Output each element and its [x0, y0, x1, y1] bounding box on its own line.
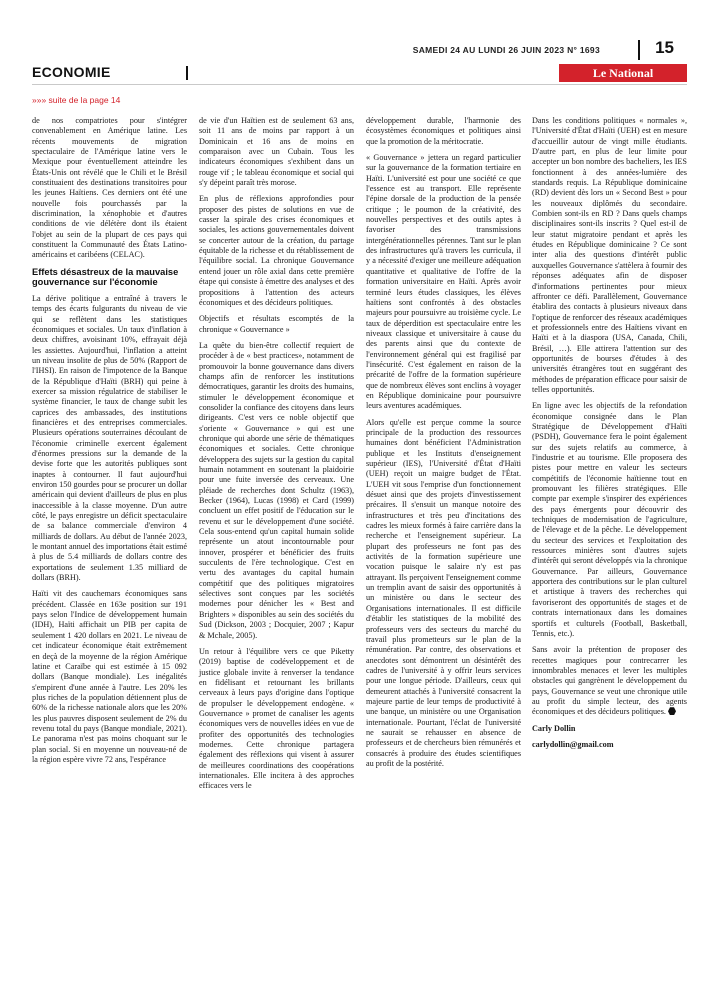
continuation-note: »»» suite de la page 14 [32, 95, 121, 105]
newspaper-logo: Le National [559, 64, 687, 82]
header-rule [32, 84, 687, 85]
closing-text: Sans avoir la prétention de proposer des recettes magiques pour contrecarrer les innombrables menaces et lever les multiples obstacles qui gangrènent le développement du pays, Gouvernance se veut une chronique utile au profit du simple lecteur, des agents économiques et des décideurs politiques. [532, 645, 687, 717]
paragraph: Alors qu'elle est perçue comme la source principale de la production des ressources humaines dont bénéficient l'Administration publique et les Instituts d'enseignement supérieur (IES), l'Université d'État d'Haïti (UEH) reçoit un maigre budget de l'État. L'UEH vit sous l'emprise d'un fonctionnement désuet ainsi que des projets d'investissement précaires. Il s'ensuit un manque notoire des infrastructures et très peu d'incitations des cadres les mieux formés à faire carrière dans la recherche et l'enseignement supérieur. La plupart des professeurs ne font pas des activités de la formation supérieure une vocation puisque le salaire n'y est pas attrayant. Ils perçoivent l'enseignement comme un tremplin avant de saisir des opportunités à un ministère ou dans le secteur des Organisations internationales. Il est difficile d'établir les statistiques de la mobilité des professeurs vers des secteurs du marché du travail plus prometteurs sur le plan de la rémunération. Par contre, des observations et anecdotes sont démontrent un désintérêt des cadres de l'université à y offrir leurs services pour une longue période. D'ailleurs, ceux qui demeurent attachés à l'université consacrent la majeure partie de leur temps de productivité à une banque, un ministère ou une Organisation internationale. Pourtant, l'éclat de l'université ne saurait se rehausser en absence de professeurs et de chercheurs bien rémunérés et consacrés à produire des études scientifiques au profit de la postérité. [366, 417, 521, 768]
paragraph: En ligne avec les objectifs de la refondation économique consignée dans le Plan Stratégique de Développement d'Haïti (PSDH), Gouvernance fera le point également sur des sujets relatifs au commerce, à l'industrie et au tourisme. Elle proposera des pistes pour mettre en valeur les secteurs compétitifs de l'économie haïtienne tout en promouvant les filières stratégiques. Elle compte par exemple s'inspirer des expériences des pays émergents pour découvrir des techniques de modernisation de l'agriculture, de l'élevage et de la pêche. Le développement du secteur des services et l'exploitation des ressources minières sont d'autres sujets d'intérêt qui seront développés via la chronique Gouvernance. Par ailleurs, Gouvernance apportera des contributions sur le plan culturel et artistique à travers des recherches qui favoriseront des opportunités de stages et de contrats internationaux dans les domaines sportifs et culturels (Football, Basketball, Tennis, etc.). [532, 401, 687, 638]
author-name: Carly Dollin [532, 723, 576, 733]
section-banner [32, 64, 687, 84]
issue-date: SAMEDI 24 AU LUNDI 26 JUIN 2023 N° 1693 [412, 45, 600, 55]
subheading: Effets désastreux de la mauvaise gouvernance sur l'économie [32, 266, 179, 288]
paragraph: Un retour à l'équilibre vers ce que Piketty (2019) baptise de codéveloppement et de justice globale invite à renverser la tendance en fidélisant et retournant les brillants cerveaux à leurs pays d'origine dans l'optique de propulser le développement endogène. « Gouvernance » promet de canaliser les agents économiques vers de nouvelles idées en vue de profiter des opportunités des technologies modernes. Cette chronique partagera également des réflexions qui visent à assurer de meilleures coordinations des coopérations internationales. Elle incitera à des approches efficaces vers le [199, 646, 354, 791]
article-column-4 [532, 116, 687, 756]
paragraph: Objectifs et résultats escomptés de la chronique « Gouvernance » [199, 314, 354, 334]
paragraph: La dérive politique a entraîné à travers le temps des écarts fulgurants du niveau de vie qui se reflètent dans les statistiques économiques et sociales. Un taux d'inflation à deux chiffres, avoisinant 10%, effrayait déjà les assiettes. Aujourd'hui, l'inflation a atteint un niveau insolite de plus de 50% (Rapport de l'IHSI). En raison de l'impotence de la Banque de la République d'Haïti (BRH) qui peine à exercer sa mission régulatrice de stabiliser le système financier, le taux de change subit les caprices des ambassades, des institutions financières et des entreprises commerciales. Plusieurs opérations souterraines découlant de l'économie criminelle exercent également d'énormes pressions sur la demande de la devise forte que les autorités publiques sont inaptes à contourner. Il faut aujourd'hui environ 150 gourdes pour se procurer un dollar américain qui devient d'ailleurs de plus en plus inaccessible à la classe moyenne. D'un autre côté, le pays enregistre un déficit spectaculaire de sa balance commerciale d'environ 4 milliards de dollars. Au début de l'année 2023, le montant annuel des importations était estimé à plus de 5.4 milliards de dollars contre des exportations de seulement 1.35 milliard de dollars (BRH). [32, 293, 187, 583]
author-email[interactable]: carlydollin@gmail.com [532, 739, 614, 749]
article-column-3 [366, 116, 521, 775]
paragraph: de vie d'un Haïtien est de seulement 63 ans, soit 11 ans de moins par rapport à un Dominicain et 16 ans de moins en comparaison avec un Cubain. Tous les indicateurs économiques s'exhibent dans un rouge vif ; le tableau économique et social qui s'y dépeint paraît très morose. [199, 116, 354, 188]
section-divider [186, 66, 188, 80]
paragraph: « Gouvernance » jettera un regard particulier sur la gouvernance de la formation tertiaire en Haïti. L'université est pour une société ce que l'essence est au transport. Elle représente l'épine dorsale de la production de la pensée critique ; le poumon de la créativité, des nouvelles perspectives et des outils aptes à favoriser des transmissions intergénérationnelles pérennes. Tant sur le plan des infrastructures qu'à travers les curricula, il y a nécessité d'exiger une meilleure adéquation quantitative et qualitative de l'offre de la formation universitaire en Haïti. Après avoir terminé leurs études classiques, les élèves haïtiens sont confrontés à des obstacles majeurs pour poursuivre au troisième cycle. Le taux de déperdition est spectaculaire entre les niveaux classique et universitaire à cause du des parents ainsi que du contexte de l'environnement général qui est fragilisé par l'insécurité. C'est également en raison de la précarité de l'offre de la formation supérieure que de nombreux élèves sont enclins à voyager en République dominicaine pour poursuivre leurs aventures académiques. [366, 153, 521, 411]
paragraph: La quête du bien-être collectif requiert de procéder à de « best practices», notamment de promouvoir la bonne gouvernance dans divers champs afin de renforcer les institutions démocratiques, garantir les droits des humains, stimuler le développement économique et consolider la confiance des citoyens dans leurs dirigeants. C'est vers ce noble objectif que s'oriente « Gouvernance » qui est une chronique qui aborde une série de thématiques économiques et sociales. Cette chronique développera des sujets sur la gestion du capital humain notamment en soutenant la plaidoirie pour une fuite inversée des cerveaux. Une pléiade de recherches dont Schultz (1963), Becker (1964), Lucas (1998) et Card (1999) concluent un effet positif de l'éducation sur le revenu et sur le développement d'une société. Cela sous-entend qu'un capital humain solide représente un atout incontournable pour innover, prospérer et bénéficier des fruits succulents de l'ère technologique. C'est en vertu des avantages du capital humain compétitif que des politiques migratoires sélectives sont conçues par les sociétés modernes pour dénicher les « Best and Brighters » disponibles au sein des sociétés du Sud (Dickson, 2003 ; Docquier, 2007 ; Kapur & Mchale, 2005). [199, 340, 354, 640]
paragraph: Haïti vit des cauchemars économiques sans précédent. Classée en 163e position sur 191 pays selon l'Indice de développement humain (IDH), Haïti affichait un PIB per capita de seulement 1 420 dollars en 2021. Le niveau de cet indicateur économique était extrêmement en deçà de la moyenne de la région Amérique latine et Caraïbe qui est estimée à 15 092 dollars (Banque mondiale). Les inégalités s'empirent d'une année à l'autre. Les 20% les plus riches de la population détiennent plus de 60% de la richesse nationale alors que les 20% les plus pauvres disposent seulement de 2% du revenu total du pays (Banque mondiale, 2021). Le panorama n'est pas moins choquant sur le plan social. Si en moyenne un nouveau-né de la région espère vivre 72 ans, l'espérance [32, 589, 187, 764]
end-mark-icon [668, 707, 676, 715]
page-header [32, 40, 688, 66]
header-divider [638, 40, 640, 60]
paragraph: de nos compatriotes pour s'intégrer convenablement en Amérique latine. Les récents mouvements de migration spectaculaire de l'Amérique latine vers le Mexique pour éventuellement atteindre les États-Unis ont révélé que le Chili et le Brésil constituaient des destinations transitoires pour les jeunes Haïtiens. Ces derniers ont été une nouvelle fois pourchassés par la discrimination, la xénophobie et d'autres conditions de vie délétère dont ils étaient l'objet au sein de la plupart de ces pays qui constituent la Communauté des États Latino-américains et caribéens (CELAC). [32, 116, 187, 260]
paragraph: Dans les conditions politiques « normales », l'Université d'État d'Haïti (UEH) est en mesure d'accueillir autour de vingt mille étudiants. D'autre part, en plus de leur limite pour accepter un bon nombre des bacheliers, les IES fonctionnent à des années-lumière des standards requis. La République dominicaine (RD) devient dès lors un « Second Best » pour les nouveaux diplômés du secondaire. Combien sont-ils en RD ? Dans quels champs disciplinaires sont-ils inscrits ? Quel est-il de leur statut migratoire pendant et après les études en République dominicaine ? Ce sont inter alia des questions d'intérêt public auxquelles Gouvernance s'attèlera à fournir des réponses adéquates afin de disposer d'informations pertinentes pour mieux affronter ce défi. Parallèlement, Gouvernance établira des contacts à plusieurs niveaux dans l'optique de renforcer des réseaux académiques et professionnels entre des Haïtiens vivant en Haïti et à la diaspora (USA, Canada, Chili, Brésil, …). Elle attirera l'attention sur des opportunités de bourses d'études à des universités étrangères tout en suggérant des méthodes de préparation efficace pour saisir de telles opportunités. [532, 116, 687, 394]
article-column-2 [199, 116, 354, 798]
issue-number: N° 1693 [567, 45, 600, 55]
paragraph [532, 645, 687, 717]
page-number: 15 [655, 38, 674, 57]
section-title: ECONOMIE [32, 64, 111, 80]
paragraph: développement durable, l'harmonie des écosystèmes économiques et politiques ainsi que la promotion de la méritocratie. [366, 116, 521, 146]
article-column-1 [32, 116, 187, 771]
paragraph: En plus de réflexions approfondies pour proposer des pistes de solutions en vue de casser la spirale des crises économiques et sociales, les actions gouvernementales doivent se concerter autour de la création, du partage équitable de la richesse et du rétablissement de l'équilibre social. La chronique Gouvernance entend jouer un rôle axial dans cette première étape qui consiste à émettre des analyses et des propositions à l'attention des acteurs économiques et des décideurs politiques. [199, 194, 354, 307]
